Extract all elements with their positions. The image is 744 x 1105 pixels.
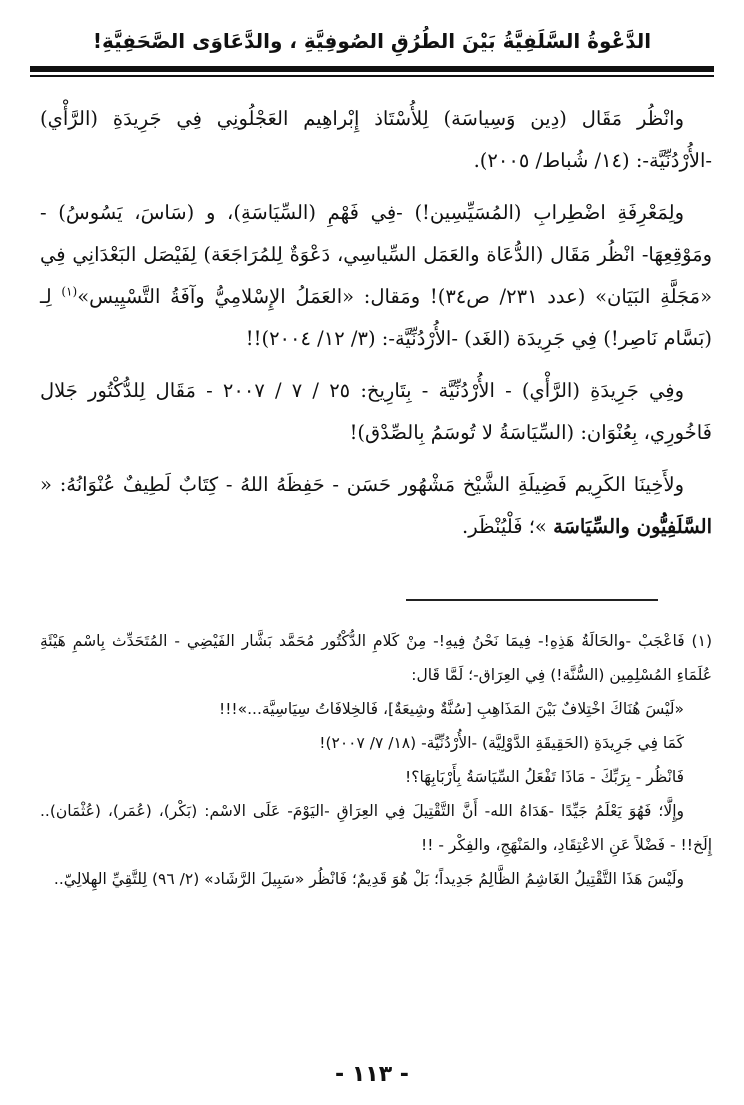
paragraph-text: ولِمَعْرِفَةِ اضْطِرابِ (المُسَيِّسِين!) -فِي فَهْمِ (السِّيَاسَةِ)، و (سَاسَ، يَسُوسُ) - ومَوْقِعِهَا- انْظُر مَقَال (الدُّعَاة والعَمَل السِّياسِي، دَعْوَةٌ لِلمُرَاجَعَة) لِفَيْصَل البَعْدَانِي فِي «مَجَلَّةِ البَيَان» (عدد ٢٣١/ ص٣٤)! ومَقال: «العَمَلُ الإِسْلامِيُّ وآفَةُ التَّسْيِيس» xyxy=(40,201,713,308)
footnote-separator xyxy=(406,599,658,601)
header-rule-thin xyxy=(30,75,714,77)
header-rule-thick xyxy=(30,66,714,72)
body-paragraph: وانْظُر مَقَال (دِين وَسِياسَة) لِلأُسْتَاذ إِبْراهِيم العَجْلُونِي فِي جَرِيدَةِ (الرَّأْي) -الأُرْدُنِّيَّة-: (١٤/ شُباط/ ٢٠٠٥). xyxy=(40,107,712,172)
paragraph-text: »؛ فَلْيُنْظَر. xyxy=(462,515,554,538)
footnote-line: كَمَا فِي جَرِيدَةِ (الحَقِيقَةِ الدَّوْلِيَّة) -الأُرْدُنِّيَّة- (١٨/ ٧/ ٢٠٠٧)! xyxy=(319,734,684,752)
footnote-line: فَانْظُر - بِرَبِّكَ - مَاذَا تَفْعَلُ السِّيَاسَةُ بِأَرْبَابِهَا؟! xyxy=(405,768,684,786)
footnote-line: ولَيْسَ هَذَا التَّقْتِيلُ الغَاشِمُ الظَّالِمُ جَدِيداً؛ بَلْ هُوَ قَدِيمٌ؛ فَانْظُر «سَبِيلَ الرَّشَاد» (٢/ ٩٦) لِلتَّقِيِّ الهِلالِيّ.. xyxy=(53,870,684,888)
running-header: الدَّعْوةُ السَّلَفِيَّةُ بَيْنَ الطُرُقِ الصُوفِيَّةِ ، والدَّعَاوَى الصَّحَفِيَّةِ! xyxy=(92,29,652,53)
body-paragraph xyxy=(40,192,712,360)
page-number: - ١١٣ - xyxy=(335,1062,409,1087)
footnote-reference[interactable]: (١) xyxy=(61,284,78,299)
footnote-line: وإِلَّا؛ فَهُوَ يَعْلَمُ جَيِّدًا -هَدَاهُ الله- أَنَّ التَّقْتِيلَ فِي العِرَاقِ -اليَوْمَ- عَلَى الاسْم: (بَكْر)، (عُمَر)، (عُثْمَان).. إِلَخ!! - فَضْلاً عَنِ الاعْتِقَادِ، والمَنْهَجِ، والفِكْر - !! xyxy=(40,802,712,854)
footnote-line: (١) فَاعْجَبْ -والحَالَةُ هَذِهِ!- فِيمَا نَحْنُ فِيهِ!- مِنْ كَلامِ الدُّكْتُور مُحَمَّد بَشَّار الفَيْضِي - المُتَحَدِّث بِاسْمِ هَيْئَةِ عُلَمَاءِ المُسْلِمِين (السُّنَّة!) فِي العِرَاق-؛ لَمَّا قَال: xyxy=(40,632,712,684)
body-paragraph xyxy=(40,464,712,548)
body-paragraph: وفِي جَرِيدَةِ (الرَّأْي) - الأُرْدُنِّيَّة - بِتَارِيخ: ٢٥ / ٧ / ٢٠٠٧ - مَقَال لِلدُّكْتُور جَلال فَاخُورِي، بِعُنْوَان: (السِّيَاسَةُ لا تُوسَمُ بِالصِّدْق)! xyxy=(40,379,712,444)
paragraph-text: لِـ (بَسَّام نَاصِر!) فِي جَرِيدَة (الغَد) -الأُرْدُنِّيَّة-: (٣/ ١٢/ ٢٠٠٤)!! xyxy=(40,285,712,350)
footnotes xyxy=(40,624,712,896)
main-text xyxy=(40,98,712,548)
book-title: السَّلَفِيُّون والسِّيَاسَة xyxy=(553,515,712,538)
footnote-line: «لَيْسَ هُنَاكَ اخْتِلافٌ بَيْنَ المَذَاهِبِ [سُنَّةٌ وشِيعَةٌ]، فَالخِلافَاتُ سِيَاسِيَّة...»!!! xyxy=(218,700,684,718)
paragraph-text: ولأَخِينَا الكَرِيم فَضِيلَةِ الشَّيْخ مَشْهُور حَسَن - حَفِظَهُ اللهُ - كِتَابٌ لَطِيفٌ عُنْوَانُهُ: « xyxy=(40,473,684,496)
